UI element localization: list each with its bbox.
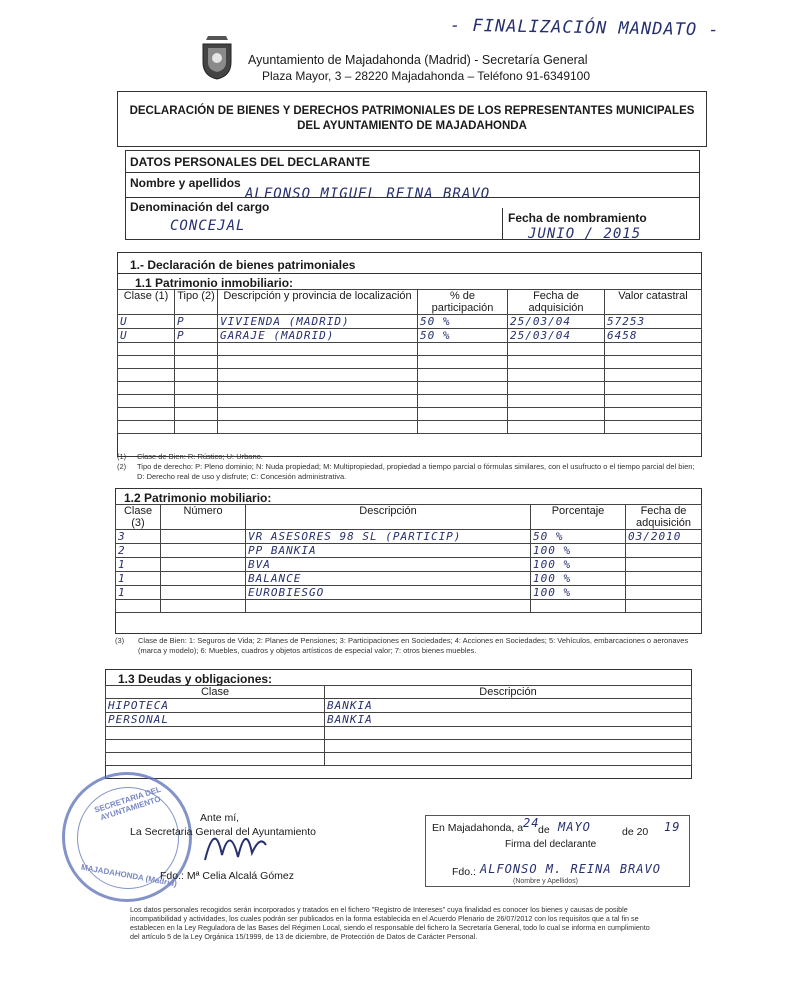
divider [117, 273, 702, 274]
cargo-label: Denominación del cargo [130, 200, 270, 214]
firma-declarante: Firma del declarante [505, 839, 597, 850]
cell: BANKIA [325, 699, 692, 713]
cell: U [118, 329, 175, 343]
fecha-value: JUNIO / 2015 [528, 226, 642, 242]
anio: 19 [664, 820, 681, 834]
secretaria-role: La Secretaria General del Ayuntamiento [130, 826, 317, 838]
signature-left [200, 815, 270, 875]
cell: 50 % [418, 315, 508, 329]
note-1: Clase de Bien: R: Rústico; U: Urbano. [137, 452, 263, 461]
inmobiliario-table [117, 289, 702, 434]
cell: 03/2010 [626, 530, 702, 544]
section-1-title: 1.- Declaración de bienes patrimoniales [130, 258, 356, 272]
col-valor: Valor catastral [605, 290, 702, 315]
cell [626, 572, 702, 586]
note-3-number: (3) [115, 636, 125, 645]
cell: 57253 [605, 315, 702, 329]
title-line-2: DEL AYUNTAMIENTO DE MAJADAHONDA [297, 120, 527, 132]
table-row [116, 586, 702, 600]
note-3: Clase de Bien: 1: Seguros de Vida; 2: Planes de Pensiones; 3: Participaciones en Sociedades; 4: Acciones en Sociedades; 5: Vehículos, embarcaciones o aeronaves (marca y modelo); 6: Muebles, cuadros y objetos artísticos de especial valor; 7: otros bienes muebles. [138, 636, 689, 655]
cell: VIVIENDA (MADRID) [218, 315, 418, 329]
table-row [116, 544, 702, 558]
cell [161, 586, 246, 600]
finalizacion-note: - FINALIZACIÓN MANDATO - [449, 15, 720, 41]
col-clase: Clase (1) [118, 290, 175, 315]
cell [161, 558, 246, 572]
nombre-hint: (Nombre y Apellidos) [513, 878, 578, 885]
cell: 100 % [531, 558, 626, 572]
table-row [116, 572, 702, 586]
cell [626, 544, 702, 558]
divider [502, 208, 503, 240]
title-line-1: DECLARACIÓN DE BIENES Y DERECHOS PATRIMONIALES DE LOS REPRESENTANTES MUNICIPALES [129, 105, 695, 117]
name-value: ALFONSO MIGUEL REINA BRAVO [245, 186, 491, 202]
table-row [116, 530, 702, 544]
inmobiliario-title: 1.1 Patrimonio inmobiliario: [135, 276, 294, 290]
table-row [106, 713, 692, 727]
fecha-label: Fecha de nombramiento [508, 211, 647, 225]
cell: U [118, 315, 175, 329]
col-fecha: Fecha de adquisición [626, 505, 702, 530]
title-box [117, 91, 707, 147]
col-porcentaje: Porcentaje [531, 505, 626, 530]
cargo-value: CONCEJAL [170, 218, 246, 234]
cell [626, 586, 702, 600]
note-2: Tipo de derecho: P: Pleno dominio; N: Nuda propiedad; M: Multipropiedad, propiedad a tiempo parcial o fórmulas similares, con el usufructo o el tiempo parcial del bien; D: Derecho real de uso y disfrute; C: Concesión administrativa. [137, 462, 695, 481]
cell [626, 558, 702, 572]
col-tipo: Tipo (2) [175, 290, 218, 315]
cell: 1 [116, 586, 161, 600]
table-row [106, 699, 692, 713]
table-row [118, 329, 702, 343]
cell: 50 % [531, 530, 626, 544]
header-line-2: Plaza Mayor, 3 – 28220 Majadahonda – Teléfono 91-6349100 [262, 69, 591, 83]
cell: PERSONAL [106, 713, 325, 727]
cell: 2 [116, 544, 161, 558]
col-clase: Clase (3) [116, 505, 161, 530]
col-clase: Clase [106, 686, 325, 699]
personal-section-title: DATOS PERSONALES DEL DECLARANTE [130, 155, 371, 169]
ante-mi: Ante mí, [200, 812, 240, 824]
table-row [118, 315, 702, 329]
cell: 6458 [605, 329, 702, 343]
fdo-declarante: ALFONSO M. REINA BRAVO [480, 862, 661, 876]
cell: 1 [116, 572, 161, 586]
cell [161, 544, 246, 558]
de-2: de 20 [622, 826, 649, 838]
col-numero: Número [161, 505, 246, 530]
cell: 1 [116, 558, 161, 572]
footer-text: Los datos personales recogidos serán incorporados y tratados en el fichero "Registro de Intereses" cuya finalidad es conocer los bienes y causas de posible incompatibilidad y actividades, los cuales podrán ser publicados en la forma establecida en el Acuerdo Plenario de 26/07/2012 con los requisitos que a tal fin se establecen en la Ley Reguladora de las Bases del Régimen Local, siendo el responsable del fichero la Secretaría General, todo lo cual se informa en cumplimiento del artículo 5 de la Ley Orgánica 15/1999, de 13 de diciembre, de Protección de Datos de Carácter Personal. [130, 905, 650, 941]
cell: VR ASESORES 98 SL (PARTICIP) [246, 530, 531, 544]
cell: HIPOTECA [106, 699, 325, 713]
mobiliario-title: 1.2 Patrimonio mobiliario: [124, 491, 272, 505]
cell: GARAJE (MADRID) [218, 329, 418, 343]
mobiliario-table [115, 504, 702, 613]
cell: BALANCE [246, 572, 531, 586]
cell: P [175, 315, 218, 329]
fdo-secretaria: Fdo.: Mª Celia Alcalá Gómez [160, 870, 295, 882]
cell [161, 572, 246, 586]
col-participacion: % de participación [418, 290, 508, 315]
deudas-table [105, 685, 692, 766]
de-1: de [538, 824, 550, 836]
header-line-1: Ayuntamiento de Majadahonda (Madrid) - Secretaría General [248, 53, 588, 67]
stamp-bottom-text: MAJADAHONDA (Madrid) [80, 862, 178, 889]
col-fecha: Fecha de adquisición [508, 290, 605, 315]
table-row [116, 558, 702, 572]
cell [161, 530, 246, 544]
dia: 24 [523, 816, 540, 830]
cell: 100 % [531, 586, 626, 600]
name-label: Nombre y apellidos [130, 176, 241, 190]
fdo-label: Fdo.: [452, 866, 476, 878]
cell: 100 % [531, 572, 626, 586]
col-descripcion: Descripción [325, 686, 692, 699]
lugar: En Majadahonda, a [432, 822, 524, 834]
note-2-number: (2) [117, 462, 127, 471]
divider [125, 197, 700, 198]
cell: 50 % [418, 329, 508, 343]
divider [125, 172, 700, 173]
cell: PP BANKIA [246, 544, 531, 558]
cell: BANKIA [325, 713, 692, 727]
col-descripcion: Descripción y provincia de localización [218, 290, 418, 315]
cell: EUROBIESGO [246, 586, 531, 600]
deudas-title: 1.3 Deudas y obligaciones: [118, 672, 273, 686]
cell: 100 % [531, 544, 626, 558]
cell: P [175, 329, 218, 343]
cell: 25/03/04 [508, 329, 605, 343]
note-1-number: (1) [117, 452, 127, 461]
cell: BVA [246, 558, 531, 572]
mes: MAYO [558, 820, 591, 834]
col-descripcion: Descripción [246, 505, 531, 530]
cell: 3 [116, 530, 161, 544]
stamp-top-text: SECRETARIA DEL AYUNTAMIENTO [93, 784, 162, 823]
coat-of-arms-icon [200, 36, 234, 80]
cell: 25/03/04 [508, 315, 605, 329]
